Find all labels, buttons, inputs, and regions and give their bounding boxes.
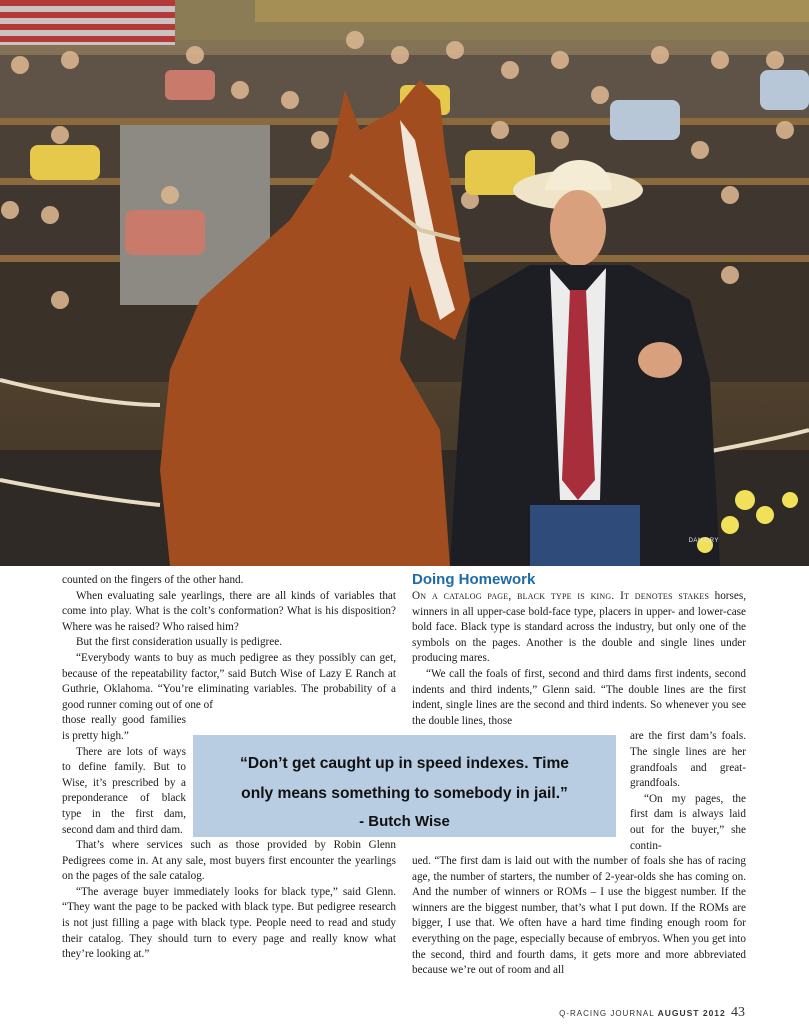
paragraph: counted on the fingers of the other hand. [62, 574, 244, 586]
paragraph: “The average buyer immediately looks for black type,” said Glenn. “They want the page to be packed with black type. But pedigree research is not just filling a page with black type. People need to read and study their catalog. They should turn to every page and really know what they’re looking at.” [62, 885, 396, 961]
paragraph: “On my pages, the first dam is always laid out for the buyer,” she contin- [630, 792, 746, 852]
paragraph: When evaluating sale yearlings, there are all kinds of variables that come into play. What is the colt’s conformation? What is his disposition? Where was he raised? Who raised him? [62, 589, 396, 633]
paragraph: ued. “The first dam is laid out with the number of foals she has of racing age, the number of starters, the number of 2-year-olds she has coming on. And the number of winners or ROMs – I use the biggest number. If the winners are the biggest number, that’s what I put down. If the ROMs are bigger, I use that. We often have a hard time finding enough room for everything on the page, especially because of embryos. When you get into the second, third and fourth dams, it gets more and more abbreviated because we’re out of room and all [412, 855, 746, 977]
paragraph: “Everybody wants to buy as much pedigree as they possibly can get, because of the repeatability factor,” said Butch Wise of Lazy E Ranch at Guthrie, Oklahoma. “You’re eliminating variables. The probability of a good runner coming out of one of [62, 651, 396, 711]
section-heading: Doing Homework [412, 571, 536, 588]
issue-date: AUGUST 2012 [657, 1008, 726, 1018]
paragraph: There are lots of ways to define family. But to Wise, it’s prescribed by a preponderance of black type in the first dam, second dam and third dam. [62, 745, 186, 836]
paragraph [412, 589, 746, 667]
paragraph: “We call the foals of first, second and third dams first indents, second indents and third indents,” Glenn said. “The double lines are the first indent, single lines are the second and third indents. So whenever you see the double lines, those [412, 667, 746, 727]
paragraph: those really good families is pretty high.” [62, 714, 186, 742]
pull-quote-attribution: - Butch Wise [359, 813, 450, 830]
paragraph-text: horses, winners in all upper-case bold-face type, placers in upper- and lower-case bold face. Black type is standard across the industry, but only one of the symbols on the pages. Another is the double and single lines under producing mares. [412, 590, 746, 665]
photo-credit: DAN DRY [688, 538, 719, 544]
pull-quote-line: only means something to somebody in jail.” [241, 785, 568, 802]
paragraph: But the first consideration usually is pedigree. [76, 636, 282, 649]
page-number: 43 [731, 1005, 745, 1020]
publication-name: Q-RACING JOURNAL [559, 1009, 655, 1018]
paragraph: are the first dam’s foals. The single lines are her grandfoals and great-grandfoals. [630, 730, 746, 790]
pull-quote [193, 735, 616, 837]
pull-quote-line: “Don’t get caught up in speed indexes. Time [240, 755, 569, 772]
page-footer [559, 1005, 745, 1021]
paragraph: That’s where services such as those provided by Robin Glenn Pedigrees come in. At any sale, most buyers first encounter the yearlings on the pages of the sale catalog. [62, 839, 396, 883]
lead-in-caps: On a catalog page, black type is king. It denotes stakes [412, 590, 710, 602]
flag-graphic [0, 0, 175, 45]
